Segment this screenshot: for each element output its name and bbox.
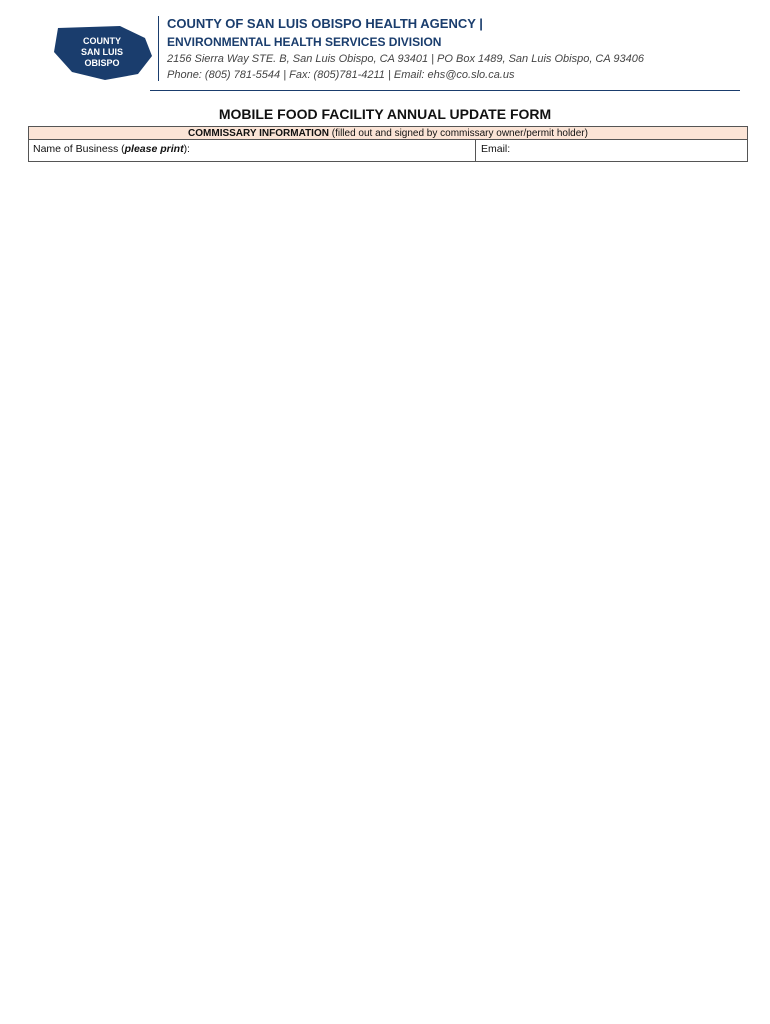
header-rule [150, 90, 740, 91]
business-name-label-end: ): [183, 143, 190, 155]
agency-phone: Phone: (805) 781-5544 | Fax: (805)781-4211 | Email: ehs@co.slo.ca.us [167, 69, 515, 81]
form-title: MOBILE FOOD FACILITY ANNUAL UPDATE FORM [218, 106, 552, 122]
divider [475, 140, 476, 161]
agency-address: 2156 Sierra Way STE. B, San Luis Obispo, CA 93401 | PO Box 1489, San Luis Obispo, CA 93406 [167, 53, 644, 65]
agency-name: COUNTY OF SAN LUIS OBISPO HEALTH AGENCY | [167, 16, 483, 31]
commissary-header-bold: COMMISSARY INFORMATION [188, 128, 329, 139]
commissary-header-note: (filled out and signed by commissary owner/permit holder) [328, 128, 588, 139]
commissary-business-name-field[interactable] [33, 143, 190, 155]
commissary-email-field[interactable]: Email: [481, 143, 511, 155]
business-name-label: Name of Business ( [33, 143, 125, 155]
county-logo [50, 22, 160, 82]
svg-text:SAN LUIS: SAN LUIS [80, 47, 124, 57]
form-body [28, 126, 748, 162]
please-print-note: please print [124, 143, 184, 155]
svg-text:COUNTY: COUNTY [83, 36, 121, 46]
letterhead [30, 16, 750, 92]
letterhead-text [158, 16, 644, 81]
svg-text:OBISPO: OBISPO [84, 58, 120, 68]
commissary-section-header [28, 126, 748, 140]
commissary-name-row [28, 140, 748, 162]
division-name: ENVIRONMENTAL HEALTH SERVICES DIVISION [167, 35, 442, 49]
